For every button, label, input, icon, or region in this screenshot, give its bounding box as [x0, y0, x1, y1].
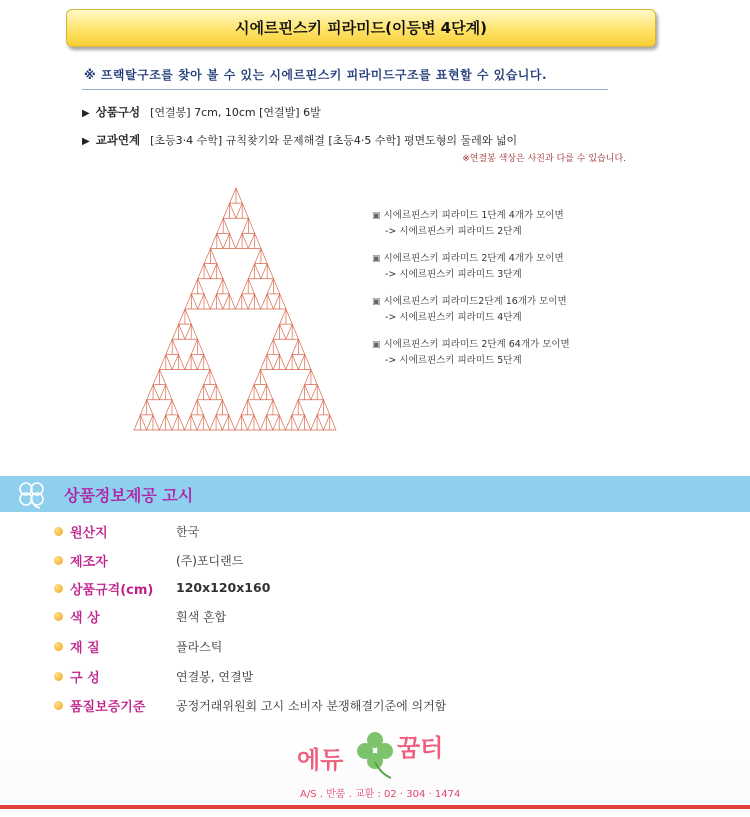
spec-value: 플라스틱	[176, 640, 223, 654]
triangle-bullet-icon: ▶	[82, 136, 90, 147]
spec-key: 원산지	[70, 526, 108, 541]
notice-title: 상품정보제공 고시	[64, 486, 194, 505]
spec-row	[54, 550, 694, 572]
bullet-icon	[54, 584, 63, 593]
spec-row	[54, 606, 694, 628]
curriculum-value: [초등3·4 수학] 규칙찾기와 문제해결 [초등4·5 수학] 평면도형의 둘레와 넓이	[150, 134, 518, 147]
notice-header-bar	[0, 476, 750, 512]
bullet-icon	[54, 612, 63, 621]
spec-value: 연결봉, 연결발	[176, 670, 254, 684]
composition-value: [연결봉] 7cm, 10cm [연결발] 6발	[150, 106, 321, 119]
step-line: 시에르핀스키 피라미드2단계 16개가 모이면	[383, 296, 567, 307]
step-item	[372, 294, 570, 325]
bullet-icon	[54, 672, 63, 681]
bullet-icon	[54, 527, 63, 536]
composition-row	[82, 104, 321, 120]
spec-value: 한국	[176, 525, 200, 539]
bullet-icon	[54, 556, 63, 565]
step-result: -> 시에르핀스키 피라미드 5단계	[385, 355, 522, 366]
spec-row	[54, 695, 694, 717]
step-item	[372, 208, 570, 239]
step-line: 시에르핀스키 피라미드 2단계 4개가 모이면	[383, 253, 564, 264]
curriculum-row	[82, 132, 517, 148]
clover-icon	[357, 732, 393, 778]
square-bullet-icon: ▣	[372, 340, 381, 350]
intro-divider	[82, 89, 608, 90]
curriculum-label: 교과연계	[95, 133, 141, 147]
step-result: -> 시에르핀스키 피라미드 3단계	[385, 269, 522, 280]
spec-key: 구 성	[70, 671, 100, 686]
step-item	[372, 337, 570, 368]
bottom-divider	[0, 805, 750, 809]
spec-value: 공정거래위원회 고시 소비자 분쟁해결기준에 의거함	[176, 699, 447, 713]
intro-text: ※ 프랙탈구조를 찾아 볼 수 있는 시에르핀스키 피라미드구조를 표현할 수 있습니다.	[84, 68, 548, 82]
steps-list	[372, 208, 570, 380]
spec-row	[54, 578, 694, 600]
step-line: 시에르핀스키 피라미드 2단계 64개가 모이면	[383, 339, 570, 350]
step-item	[372, 251, 570, 282]
spec-value: (주)포디랜드	[176, 554, 244, 568]
square-bullet-icon: ▣	[372, 297, 381, 307]
clover-icon	[14, 479, 50, 509]
color-note: ※연결봉 색상은 사진과 다를 수 있습니다.	[462, 154, 626, 164]
spec-key: 상품규격(cm)	[70, 583, 154, 598]
composition-label: 상품구성	[95, 105, 141, 119]
bullet-icon	[54, 701, 63, 710]
sierpinski-pyramid-image	[130, 186, 340, 432]
step-result: -> 시에르핀스키 피라미드 4단계	[385, 312, 522, 323]
spec-key: 색 상	[70, 611, 100, 626]
spec-row	[54, 636, 694, 658]
edu-kkumteo-logo	[295, 726, 465, 786]
square-bullet-icon: ▣	[372, 211, 381, 221]
spec-row	[54, 666, 694, 688]
spec-key: 품질보증기준	[70, 700, 146, 715]
logo-text-right: 꿈터	[397, 734, 444, 762]
spec-key: 제조자	[70, 555, 108, 570]
product-title-banner: 시에르핀스키 피라미드(이등변 4단계)	[66, 9, 656, 47]
spec-value: 흰색 혼합	[176, 610, 227, 624]
square-bullet-icon: ▣	[372, 254, 381, 264]
step-result: -> 시에르핀스키 피라미드 2단계	[385, 226, 522, 237]
bullet-icon	[54, 642, 63, 651]
logo-text-left: 에듀	[297, 746, 344, 774]
step-line: 시에르핀스키 피라미드 1단계 4개가 모이면	[383, 210, 564, 221]
spec-value: 120x120x160	[176, 580, 271, 595]
as-contact: A/S . 반품 . 교환 : 02 · 304 · 1474	[300, 789, 461, 800]
spec-row	[54, 521, 694, 543]
spec-key: 재 질	[70, 641, 100, 656]
triangle-bullet-icon: ▶	[82, 108, 90, 119]
